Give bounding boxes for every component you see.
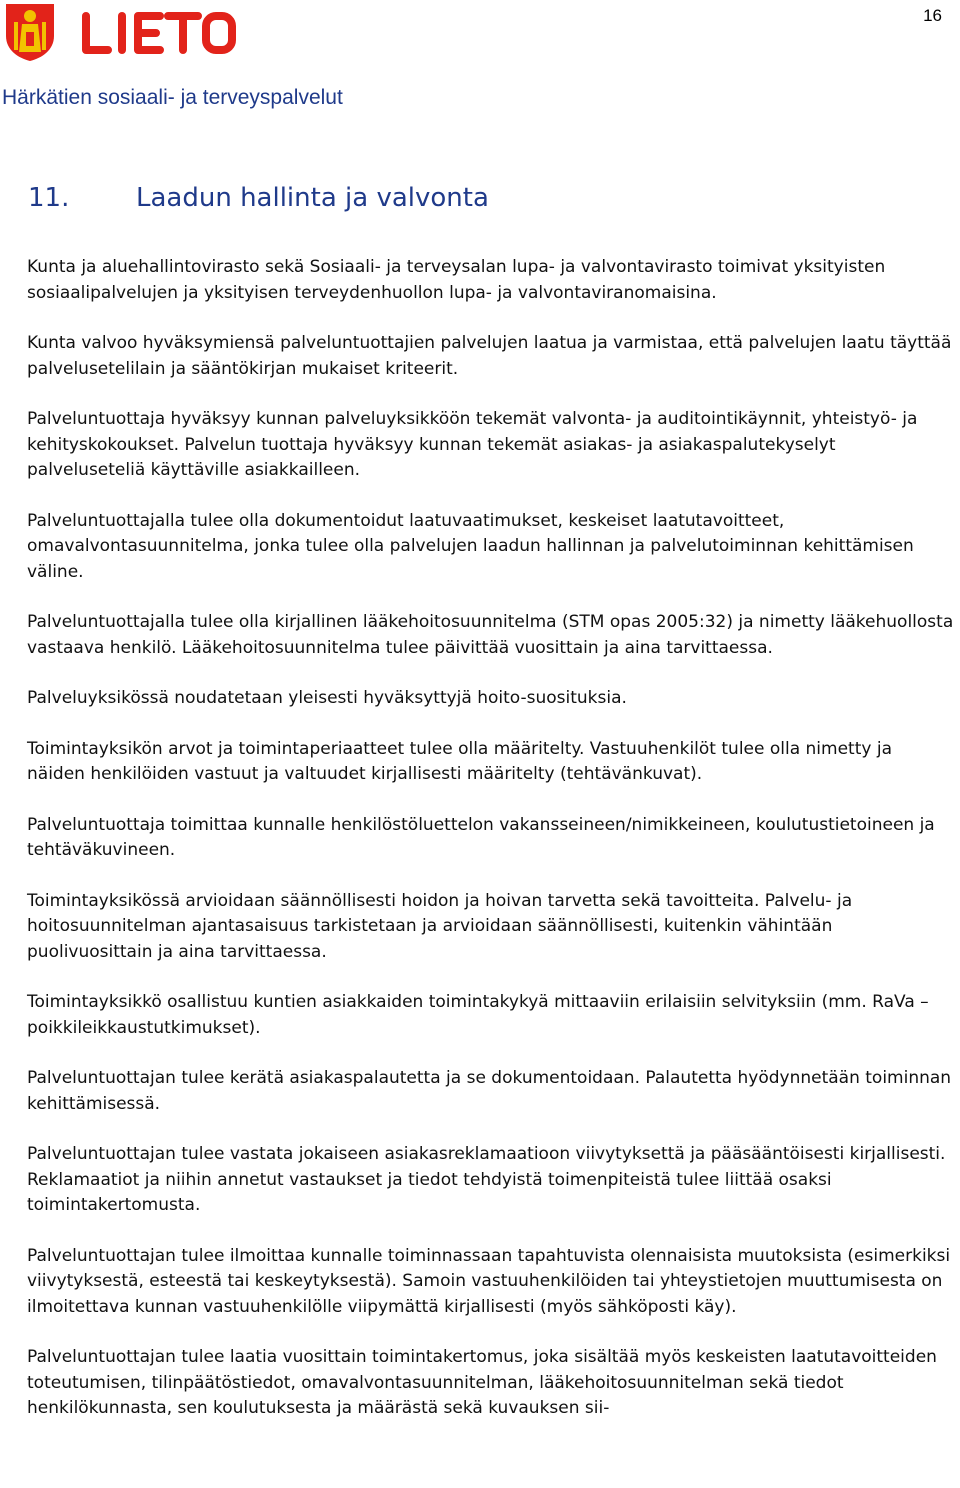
- paragraph: Palveluntuottajan tulee kerätä asiakaspalautetta ja se dokumentoidaan. Palautetta hyödynnetään toiminnan kehittämisessä.: [27, 1068, 952, 1114]
- paragraph: Palveluntuottajan tulee laatia vuosittain toimintakertomus, joka sisältää myös keskeisten laatutavoitteiden toteutumisen, tilinpäätöstiedot, omavalvontasuunnitelman, lääkehoitosuunnitelman sekä tiedot henkilökunnasta, sen koulutuksesta ja määrästä sekä kuvauksen sii-: [27, 1347, 937, 1418]
- paragraph: Palveluntuottajan tulee vastata jokaiseen asiakasreklamaatioon viivytyksettä ja pääsääntöisesti kirjallisesti. Reklamaatiot ja niihin annetut vastaukset ja tiedot tehdyistä toimenpiteistä tulee liittää osaksi toimintakertomusta.: [27, 1144, 946, 1215]
- body-text: [27, 255, 955, 1447]
- paragraph: Palveluntuottaja toimittaa kunnalle henkilöstöluettelon vakansseineen/nimikkeineen, koulutustietoineen ja tehtäväkuvineen.: [27, 814, 935, 860]
- paragraph: Palveluyksikössä noudatetaan yleisesti hyväksyttyjä hoito-suosituksia.: [27, 688, 627, 708]
- paragraph: Palveluntuottajalla tulee olla kirjallinen lääkehoitosuunnitelma (STM opas 2005:32) ja nimetty lääkehuollosta vastaava henkilö. Lääkehoitosuunnitelma tulee päivittää vuosittain ja aina tarvittaessa.: [27, 612, 954, 658]
- lieto-wordmark: [80, 10, 236, 56]
- paragraph: Toimintayksikön arvot ja toimintaperiaatteet tulee olla määritelty. Vastuuhenkilöt tulee olla nimetty ja näiden henkilöiden vastuut ja valtuudet kirjallisesti määritelty (tehtävänkuvat).: [27, 738, 892, 784]
- paragraph: Toimintayksikössä arvioidaan säännöllisesti hoidon ja hoivan tarvetta sekä tavoitteita. Palvelu- ja hoitosuunnitelman ajantasaisuus tarkistetaan ja arvioidaan säännöllisesti, kuitenkin vähintään puolivuosittain ja aina tarvittaessa.: [27, 890, 853, 962]
- paragraph: Kunta ja aluehallintovirasto sekä Sosiaali- ja terveysalan lupa- ja valvontavirasto toimivat yksityisten sosiaalipalvelujen ja yksityisen terveydenhuollon lupa- ja valvontaviranomaisina.: [27, 257, 886, 303]
- section-number: 11.: [28, 183, 70, 214]
- coat-of-arms-icon: [4, 2, 56, 62]
- page-number: 16: [923, 6, 942, 25]
- organization-name: Härkätien sosiaali- ja terveyspalvelut: [2, 86, 343, 109]
- paragraph: Palveluntuottajan tulee ilmoittaa kunnalle toiminnassaan tapahtuvista olennaisista muutoksista (esimerkiksi viivytyksestä, esteestä tai keskeytyksestä). Samoin vastuuhenkilöiden tai yhteystietojen muuttumisesta on ilmoitettava kunnan vastuuhenkilölle viipymättä kirjallisesti (myös sähköposti käy).: [27, 1245, 951, 1317]
- section-heading: [28, 183, 489, 213]
- section-title: Laadun hallinta ja valvonta: [136, 183, 489, 214]
- lieto-logo: [4, 2, 236, 62]
- paragraph: Palveluntuottajalla tulee olla dokumentoidut laatuvaatimukset, keskeiset laatutavoitteet, omavalvontasuunnitelma, jonka tulee olla palvelujen laadun hallinnan ja palvelutoiminnan kehittämisen väline.: [27, 510, 914, 582]
- paragraph: Kunta valvoo hyväksymiensä palveluntuottajien palvelujen laatua ja varmistaa, että palvelujen laatu täyttää palvelusetelilain ja sääntökirjan mukaiset kriteerit.: [27, 333, 952, 379]
- paragraph: Palveluntuottaja hyväksyy kunnan palveluyksikköön tekemät valvonta- ja auditointikäynnit, yhteistyö- ja kehityskokoukset. Palvelun tuottaja hyväksyy kunnan tekemät asiakas- ja asiakaspalutekyselyt palveluseteliä käyttäville asiakkailleen.: [27, 409, 918, 480]
- paragraph: Toimintayksikkö osallistuu kuntien asiakkaiden toimintakykyä mittaaviin erilaisiin selvityksiin (mm. RaVa – poikkileikkaustutkimukset).: [27, 992, 929, 1038]
